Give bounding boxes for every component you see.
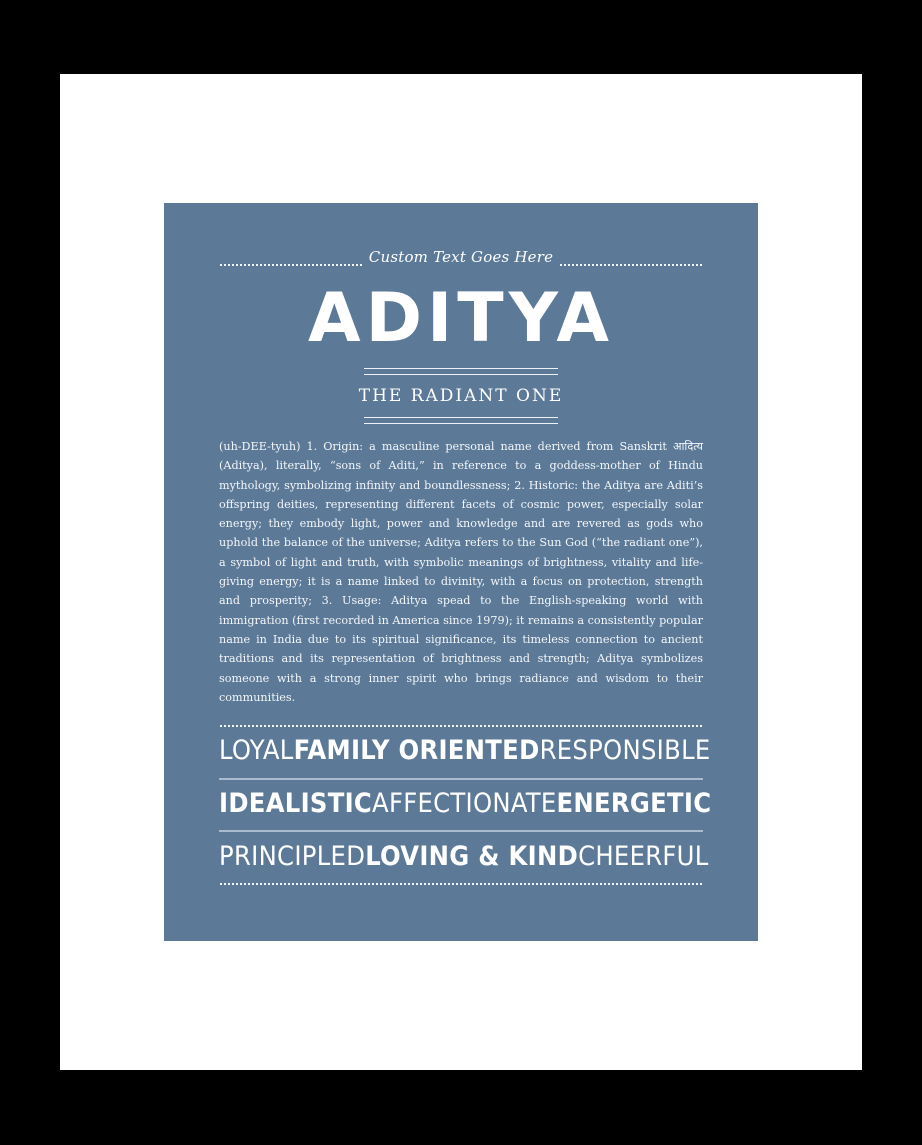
poster-name: ADITYA xyxy=(307,279,615,358)
traits-row-1 xyxy=(219,735,711,766)
meaning-underline-bottom xyxy=(364,423,558,424)
name-definition: (uh-DEE-tyuh) 1. Origin: a masculine personal name derived from Sanskrit आदित्य (Aditya), literally, “sons of Aditi,” in reference to a goddess-mother of Hindu mythology, symbolizing infinity and boundlessness; 2. Historic: the Aditya are Aditi’s offspring deities, representing different facets of cosmic power, especially solar energy; they embody light, power and knowledge and are revered as gods who uphold the balance of the universe; Aditya refers to the Sun God (“the radiant one”), a symbol of light and truth, with symbolic meanings of brightness, vitality and life-giving energy; it is a name linked to divinity, with a focus on protection, strength and prosperity; 3. Usage: Aditya spead to the English-speaking world with immigration (first recorded in America since 1979); it remains a consistently popular name in India due to its spiritual significance, its timeless connection to ancient traditions and its representation of brightness and strength; Aditya symbolizes someone with a strong inner spirit who brings radiance and wisdom to their communities. xyxy=(219,440,703,704)
trait: LOVING & KIND xyxy=(365,841,579,872)
traits-row-3 xyxy=(219,841,709,872)
header-dotted-rule-right xyxy=(560,264,702,266)
custom-text: Custom Text Goes Here xyxy=(368,248,554,266)
trait: IDEALISTIC xyxy=(219,788,373,819)
traits-dotted-rule-bottom xyxy=(220,883,702,885)
traits-dotted-rule-top xyxy=(220,725,702,727)
trait: FAMILY ORIENTED xyxy=(293,735,540,766)
trait: ENERGETIC xyxy=(556,788,712,819)
name-meaning: THE RADIANT ONE xyxy=(358,386,564,406)
traits-divider-2 xyxy=(219,830,703,832)
trait: CHEERFUL xyxy=(578,841,709,872)
header-dotted-rule-left xyxy=(220,264,362,266)
trait: PRINCIPLED xyxy=(219,841,366,872)
trait: LOYAL xyxy=(219,735,294,766)
trait: AFFECTIONATE xyxy=(372,788,557,819)
name-underline-bottom xyxy=(364,374,558,375)
name-underline-top xyxy=(364,368,558,369)
name-poster xyxy=(164,203,758,941)
traits-row-2 xyxy=(219,788,712,819)
trait: RESPONSIBLE xyxy=(539,735,711,766)
traits-divider-1 xyxy=(219,778,703,780)
meaning-underline-top xyxy=(364,417,558,418)
